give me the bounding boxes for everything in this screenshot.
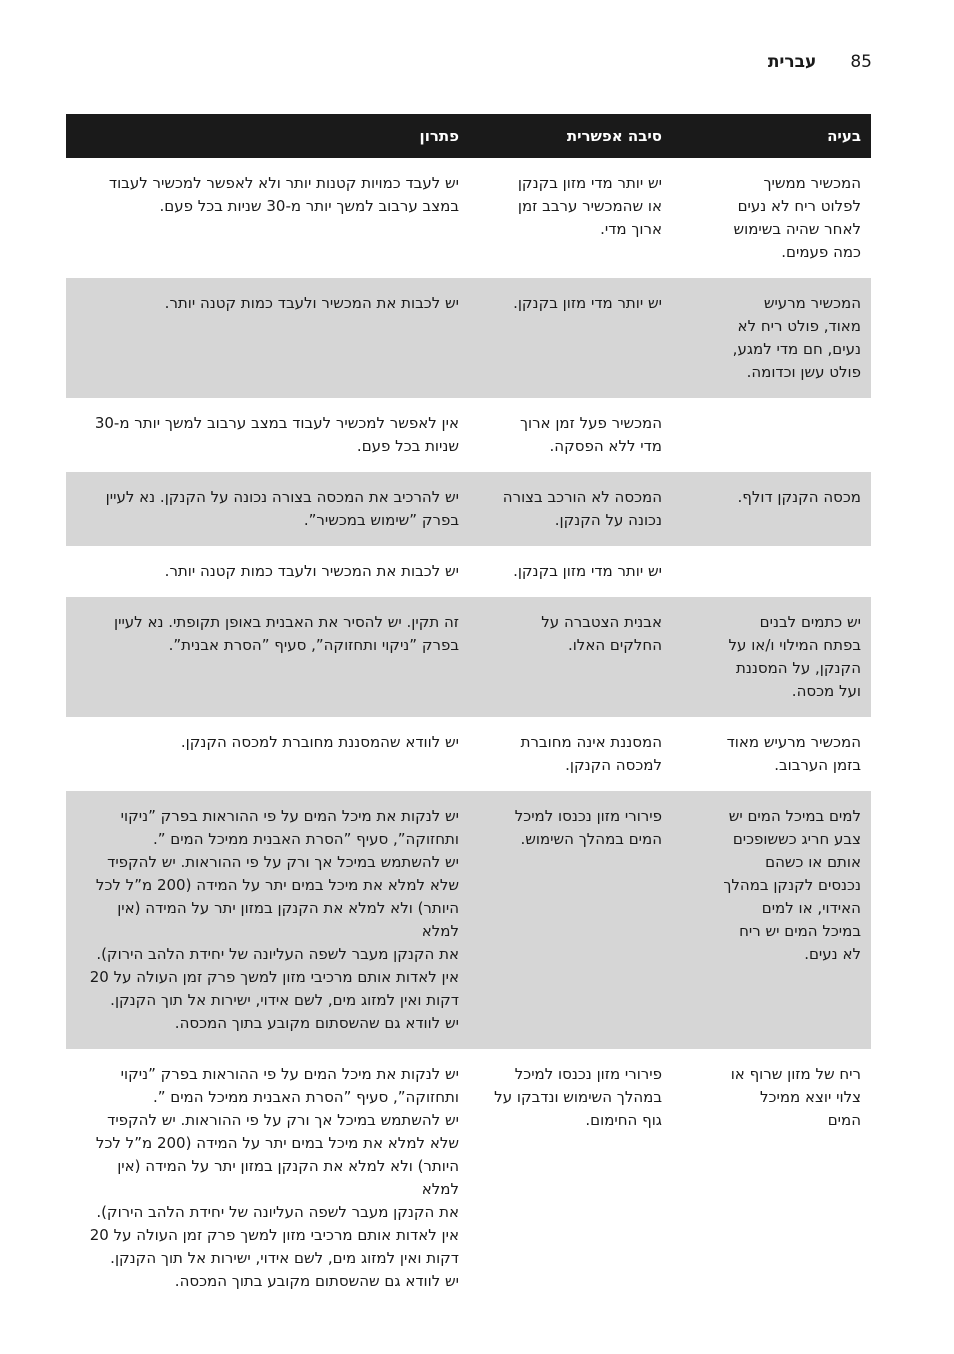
cause-cell: פירורי מזון נכנסו למיכל במהלך השימוש ונדבקו על גוף החימום. xyxy=(494,1065,662,1129)
problem-cell: למים במיכל המים יש צבע חריג כששופכים אותם או כשהם נכנסים לקנקן במהלך האידוי, או למים במיכל המים יש ריח לא נעים. xyxy=(723,807,861,963)
solution-cell: אין לאפשר למכשיר לעבוד במצב ערבוב למשך יותר מ-30 שניות בכל פעם. xyxy=(94,414,459,455)
table-row xyxy=(66,546,871,597)
solution-cell: יש לוודא שהמסננת מחוברת למכסה הקנקן. xyxy=(180,733,459,751)
cause-cell: יש יותר מדי מזון בקנקן או שהמכשיר ערבב זמן ארוך מדי. xyxy=(517,174,662,238)
cause-cell: יש יותר מדי מזון בקנקן. xyxy=(513,562,662,580)
table-header xyxy=(66,114,871,158)
table-row xyxy=(66,717,871,791)
problem-cell: המכשיר מרעיש מאוד בזמן הערבוב. xyxy=(726,733,861,774)
cause-cell: פירורי מזון נכנסו למיכל המים במהלך השימוש. xyxy=(514,807,662,848)
problem-cell: יש כתמים לבנים בפתח המילוי ו/או על הקנקן, על המסננת ועל מכסה. xyxy=(728,613,861,700)
table-row xyxy=(66,472,871,546)
table-row xyxy=(66,398,871,472)
problem-cell: מכסה הקנקן דולף. xyxy=(737,488,861,506)
solution-cell: יש לכבות את המכשיר ולעבד כמות קטנה יותר. xyxy=(164,562,459,580)
problem-cell xyxy=(676,398,871,472)
solution-cell: יש לנקות את מיכל המים על פי ההוראות בפרק ”ניקוי ותחזוקה”, סעיף ”הסרת האבנית ממיכל המים ”. יש להשתמש במיכל אך ורק על פי ההוראות. יש להקפיד שלא למלא את מיכל במים יתר על המידה (200 מ”ל לכל היותר) ולא למלא את הקנקן במזון יתר על המידה (אין למלא את הקנקן מעבר לשפה העליונה של יחידת הלהב הירוק). אין לאדות אותם מרכיבי מזון למשך פרק זמן העולה על 20 דקות ואין למזוג מים, לשם אידוי, ישירות אל תוך הקנקן. יש לוודא גם שהשסתום מקובע בתוך המכסה. xyxy=(89,1065,459,1290)
problem-cell xyxy=(676,546,871,597)
table-row xyxy=(66,597,871,717)
problem-cell: ריח של מזון שרוף או צלוי יוצא ממיכל המים xyxy=(730,1065,861,1129)
solution-cell: יש לכבות את המכשיר ולעבד כמות קטנה יותר. xyxy=(164,294,459,312)
table-row xyxy=(66,1049,871,1307)
solution-cell: זה תקין. יש להסיר את האבנית באופן תקופתי. נא לעיין בפרק ”ניקוי ותחזוקה”, סעיף ”הסרת אבנית”. xyxy=(114,613,459,654)
solution-cell: יש לעבד כמויות קטנות יותר ולא לאפשר למכשיר לעבוד במצב ערבוב למשך יותר מ-30 שניות בכל פעם. xyxy=(108,174,459,215)
problem-cell: המכשיר ממשיך לפלוט ריח לא נעים לאחר שהיה בשימוש כמה פעמים. xyxy=(733,174,861,261)
table-row xyxy=(66,791,871,1049)
troubleshooting-table xyxy=(66,114,871,1307)
cause-cell: אבנית הצטברה על החלקים האלו. xyxy=(541,613,662,654)
page-number: 85 xyxy=(850,52,872,72)
cause-cell: המסננת אינה מחוברת למכסה הקנקן. xyxy=(520,733,662,774)
page-language: עברית xyxy=(767,52,817,72)
solution-cell: יש להרכיב את המכסה בצורה נכונה על הקנקן. נא לעיין בפרק ”שימוש במכשיר”. xyxy=(105,488,459,529)
column-header-solution: פתרון xyxy=(419,127,459,145)
table-row xyxy=(66,278,871,398)
problem-cell: המכשיר מרעיש מאוד, פולט ריח לא נעים, חם מדי למגע, פולט עשן וכדומה. xyxy=(732,294,861,381)
column-header-problem: בעיה xyxy=(827,127,861,145)
page-header xyxy=(66,50,872,74)
table-row xyxy=(66,158,871,278)
column-header-cause: סיבה אפשרית xyxy=(566,127,662,145)
cause-cell: המכסה לא הורכב בצורה נכונה על הקנקן. xyxy=(502,488,662,529)
cause-cell: המכשיר פעל זמן ארוך מדי ללא הפסקה. xyxy=(519,414,662,455)
cause-cell: יש יותר מדי מזון בקנקן. xyxy=(513,294,662,312)
solution-cell: יש לנקות את מיכל המים על פי ההוראות בפרק ”ניקוי ותחזוקה”, סעיף ”הסרת האבנית ממיכל המים ”. יש להשתמש במיכל אך ורק על פי ההוראות. יש להקפיד שלא למלא את מיכל במים יתר על המידה (200 מ”ל לכל היותר) ולא למלא את הקנקן במזון יתר על המידה (אין למלא את הקנקן מעבר לשפה העליונה של יחידת הלהב הירוק). אין לאדות אותם מרכיבי מזון למשך פרק זמן העולה על 20 דקות ואין למזוג מים, לשם אידוי, ישירות אל תוך הקנקן. יש לוודא גם שהשסתום מקובע בתוך המכסה. xyxy=(89,807,459,1032)
